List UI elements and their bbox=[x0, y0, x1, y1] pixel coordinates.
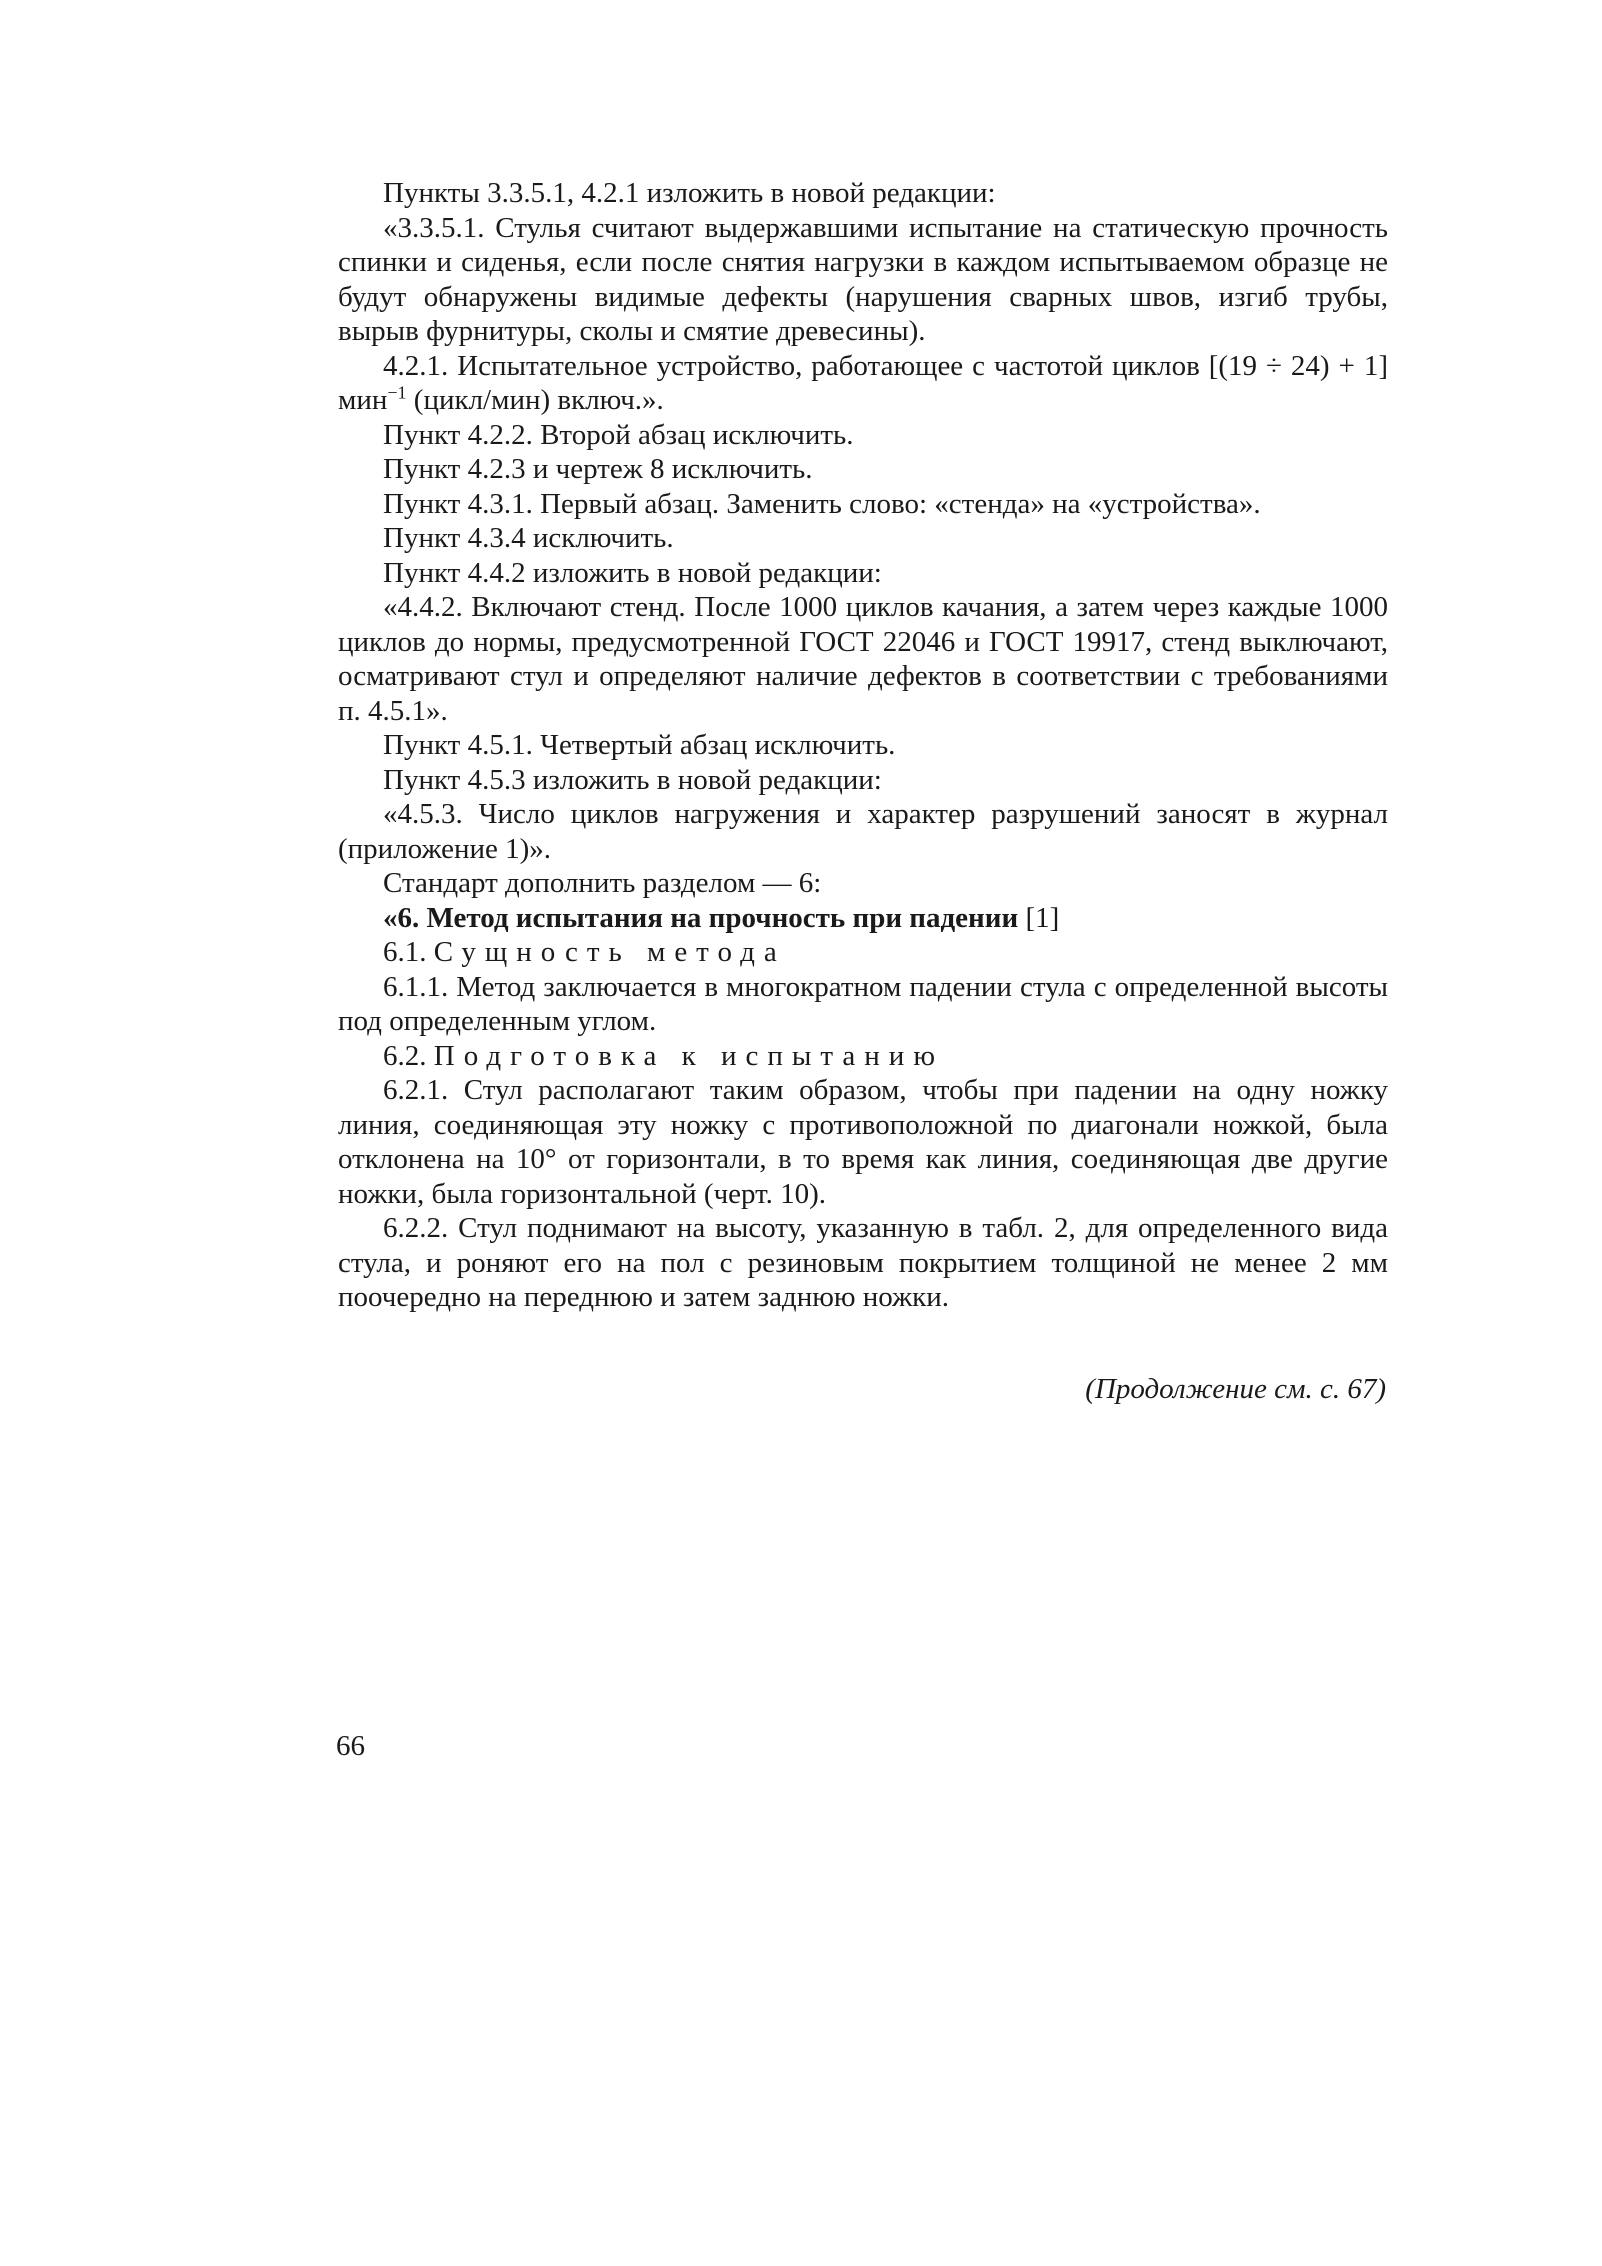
section-heading-text: «6. Метод испытания на прочность при падении bbox=[383, 901, 1019, 934]
paragraph-text: 4.2.1. Испытательное устройство, работающее с частотой циклов [(19 ÷ 24) + 1] мин bbox=[338, 349, 1388, 416]
paragraph: Стандарт дополнить разделом — 6: bbox=[383, 867, 822, 899]
paragraph: 6.2.1. Стул располагают таким образом, чтобы при падении на одну ножку линия, соединяющая эту ножку с противоположной по диагонали ножкой, была отклонена на 10° от горизонтали, в то время как линия, соединяющая две другие ножки, была горизонтальной (черт. 10). bbox=[338, 1074, 1388, 1210]
paragraph: Пункт 4.4.2 изложить в новой редакции: bbox=[383, 556, 882, 589]
paragraph: Пункт 4.2.3 и чертеж 8 исключить. bbox=[383, 453, 813, 485]
subsection-number: 6.2. bbox=[383, 1039, 434, 1072]
subsection-heading bbox=[338, 1039, 1388, 1074]
paragraph: «4.4.2. Включают стенд. После 1000 циклов качания, а затем через каждые 1000 циклов до нормы, предусмотренной ГОСТ 22046 и ГОСТ 19917, стенд выключают, осматривают стул и определяют наличие дефектов в соответствии с требованиями п. 4.5.1». bbox=[338, 591, 1388, 727]
subsection-title: Подготовка к испытанию bbox=[433, 1039, 944, 1072]
subsection-title: Сущность метода bbox=[433, 936, 786, 968]
paragraph bbox=[338, 349, 1388, 418]
page-number: 66 bbox=[336, 1730, 365, 1762]
paragraph: 6.2.2. Стул поднимают на высоту, указанную в табл. 2, для определенного вида стула, и роняют его на пол с резиновым покрытием толщиной не менее 2 мм поочередно на переднюю и затем заднюю ножки. bbox=[338, 1212, 1388, 1313]
paragraph: «3.3.5.1. Стулья считают выдержавшими испытание на статическую прочность спинки и сиденья, если после снятия нагрузки в каждом испытываемом образце не будут обнаружены видимые дефекты (нарушения сварных швов, изгиб трубы, вырыв фурнитуры, сколы и смятие древесины). bbox=[338, 211, 1388, 347]
superscript: −1 bbox=[387, 382, 407, 403]
paragraph: Пункт 4.2.2. Второй абзац исключить. bbox=[383, 418, 854, 451]
paragraph: Пункт 4.3.1. Первый абзац. Заменить слово: «стенда» на «устройства». bbox=[383, 487, 1261, 520]
paragraph: Пункт 4.3.4 исключить. bbox=[383, 522, 674, 554]
subsection-heading bbox=[338, 935, 1388, 970]
paragraph: Пункт 4.5.3 изложить в новой редакции: bbox=[383, 763, 882, 796]
paragraph: «4.5.3. Число циклов нагружения и характер разрушений заносят в журнал (приложение 1)». bbox=[338, 798, 1388, 865]
paragraph: 6.1.1. Метод заключается в многократном падении стула с определенной высоты под определенным углом. bbox=[338, 970, 1388, 1037]
paragraph: Пункт 4.5.1. Четвертый абзац исключить. bbox=[383, 729, 896, 761]
paragraph: Пункты 3.3.5.1, 4.2.1 изложить в новой редакции: bbox=[383, 177, 996, 209]
subsection-number: 6.1. bbox=[383, 936, 434, 968]
reference-mark: [1] bbox=[1018, 901, 1060, 934]
body-text bbox=[338, 176, 1388, 1315]
paragraph-text-tail: (цикл/мин) включ.». bbox=[406, 384, 664, 416]
continuation-note: (Продолжение см. с. 67) bbox=[1085, 1373, 1386, 1405]
section-heading bbox=[338, 901, 1388, 936]
